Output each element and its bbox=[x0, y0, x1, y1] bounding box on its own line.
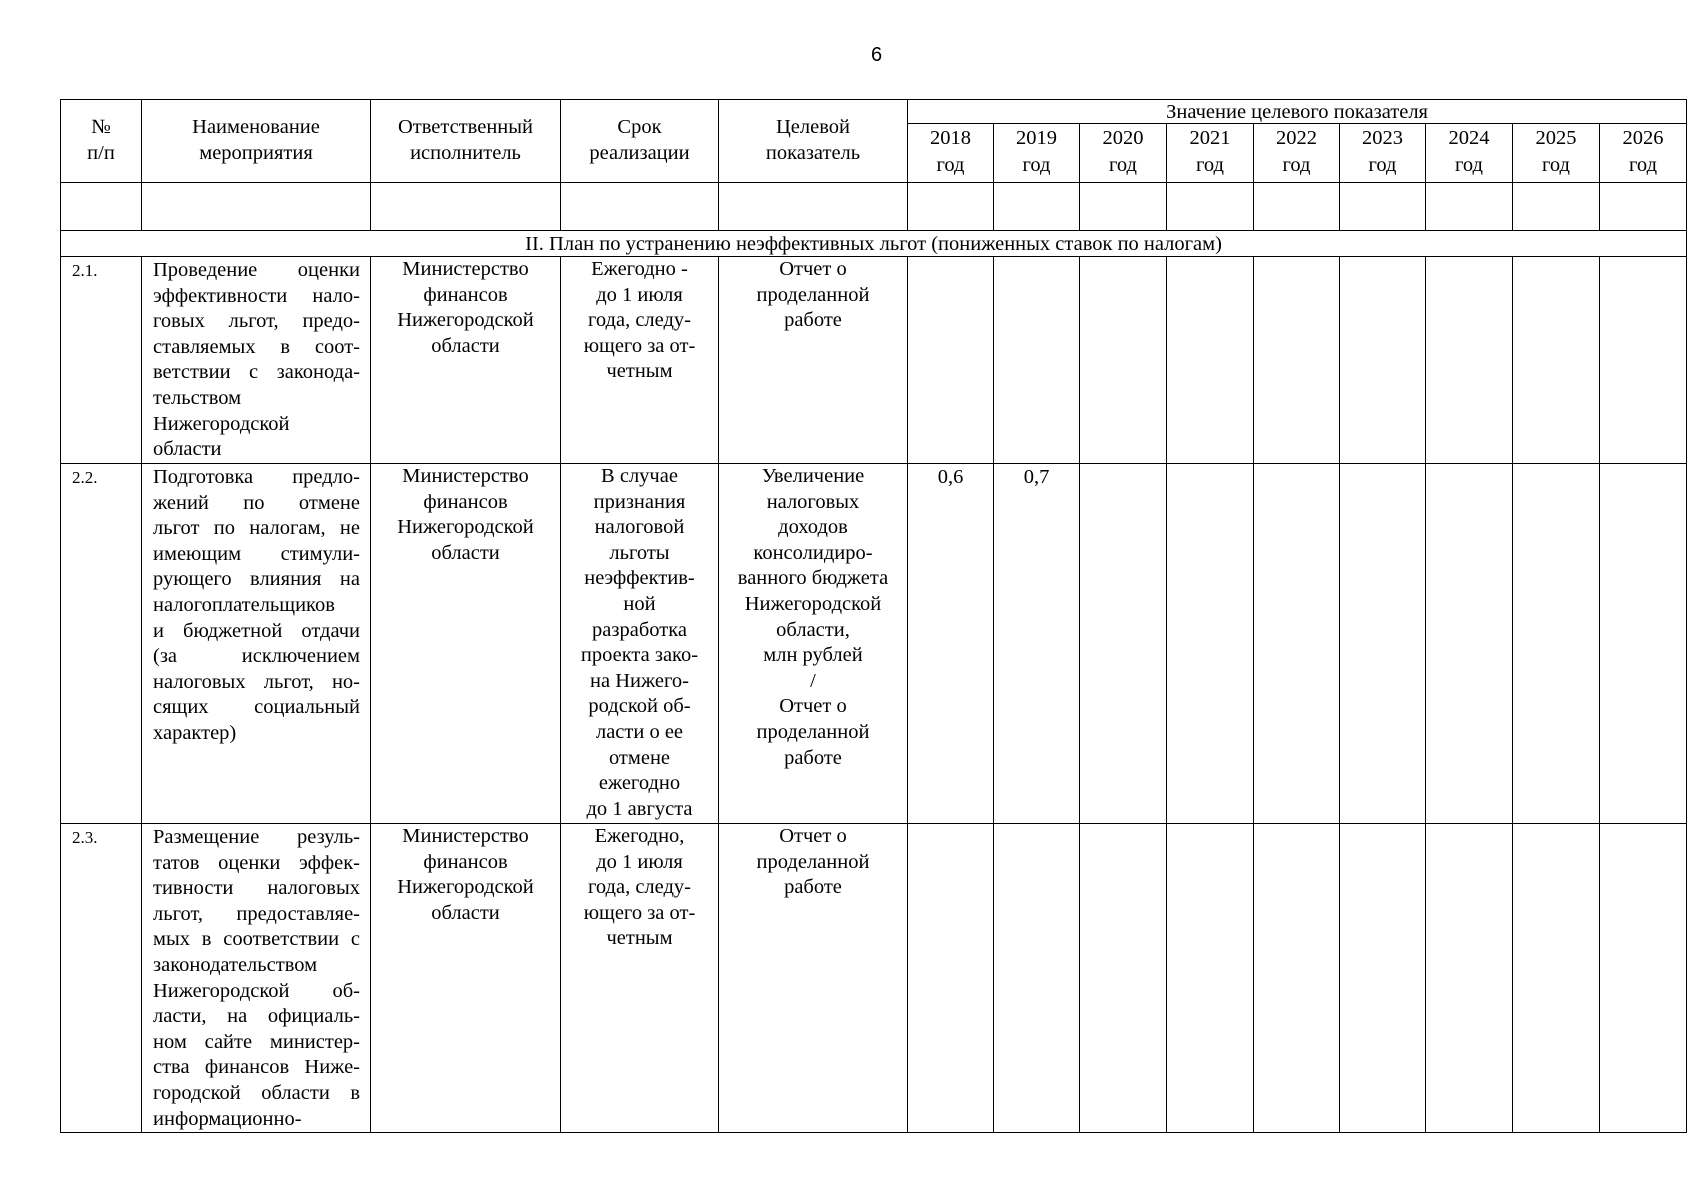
measure-name: Размещение резуль- татов оценки эффек- тивности налоговых льгот, предоставляе- мых в соответствии с законодательством Нижегородской об- ласти, на официаль- ном сайте министер- ства финансов Ниже- городской области в информационно- bbox=[142, 824, 371, 1133]
header-year: 2025 год bbox=[1513, 124, 1600, 183]
responsible-executor: Министерство финансов Нижегородской области bbox=[371, 824, 561, 1133]
header-year: 2026 год bbox=[1600, 124, 1687, 183]
header-indicator: Целевой показатель bbox=[719, 100, 908, 183]
year-value-2025 bbox=[1513, 464, 1600, 824]
header-year: 2021 год bbox=[1167, 124, 1254, 183]
header-num: № п/п bbox=[61, 100, 142, 183]
table-row bbox=[61, 464, 1687, 824]
year-value-2026 bbox=[1600, 824, 1687, 1133]
year-value-2019: 0,7 bbox=[994, 464, 1080, 824]
year-value-2024 bbox=[1426, 464, 1513, 824]
year-value-2021 bbox=[1167, 824, 1254, 1133]
year-value-2024 bbox=[1426, 824, 1513, 1133]
header-year: 2022 год bbox=[1254, 124, 1340, 183]
row-number: 2.2. bbox=[61, 464, 142, 824]
year-value-2025 bbox=[1513, 824, 1600, 1133]
year-value-2022 bbox=[1254, 257, 1340, 464]
year-value-2023 bbox=[1340, 257, 1426, 464]
year-value-2022 bbox=[1254, 824, 1340, 1133]
header-values-group: Значение целевого показателя bbox=[908, 100, 1687, 124]
year-value-2019 bbox=[994, 257, 1080, 464]
year-value-2026 bbox=[1600, 257, 1687, 464]
year-value-2024 bbox=[1426, 257, 1513, 464]
year-value-2018 bbox=[908, 257, 994, 464]
year-value-2020 bbox=[1080, 464, 1167, 824]
header-name: Наименование мероприятия bbox=[142, 100, 371, 183]
year-value-2020 bbox=[1080, 824, 1167, 1133]
responsible-executor: Министерство финансов Нижегородской области bbox=[371, 464, 561, 824]
year-value-2025 bbox=[1513, 257, 1600, 464]
row-number: 2.3. bbox=[61, 824, 142, 1133]
header-year: 2024 год bbox=[1426, 124, 1513, 183]
page-number: 6 bbox=[870, 44, 883, 66]
target-indicator: Отчет о проделанной работе bbox=[719, 257, 908, 464]
year-value-2023 bbox=[1340, 464, 1426, 824]
year-value-2020 bbox=[1080, 257, 1167, 464]
implementation-term: Ежегодно - до 1 июля года, следу- ющего за от- четным bbox=[561, 257, 719, 464]
empty-row bbox=[61, 183, 1687, 231]
year-value-2018: 0,6 bbox=[908, 464, 994, 824]
row-number: 2.1. bbox=[61, 257, 142, 464]
year-value-2021 bbox=[1167, 257, 1254, 464]
measure-name: Проведение оценки эффективности нало- говых льгот, предо- ставляемых в соот- ветствии с законода- тельством Нижегородской области bbox=[142, 257, 371, 464]
responsible-executor: Министерство финансов Нижегородской области bbox=[371, 257, 561, 464]
year-value-2018 bbox=[908, 824, 994, 1133]
header-year: 2020 год bbox=[1080, 124, 1167, 183]
year-value-2026 bbox=[1600, 464, 1687, 824]
table-row bbox=[61, 824, 1687, 1133]
header-year: 2023 год bbox=[1340, 124, 1426, 183]
implementation-term: Ежегодно, до 1 июля года, следу- ющего за от- четным bbox=[561, 824, 719, 1133]
header-year: 2019 год bbox=[994, 124, 1080, 183]
header-year: 2018 год bbox=[908, 124, 994, 183]
target-indicator: Отчет о проделанной работе bbox=[719, 824, 908, 1133]
year-value-2023 bbox=[1340, 824, 1426, 1133]
section-title: II. План по устранению неэффективных льгот (пониженных ставок по налогам) bbox=[61, 231, 1687, 257]
table-row bbox=[61, 257, 1687, 464]
measures-table bbox=[60, 99, 1687, 1133]
header-executor: Ответственный исполнитель bbox=[371, 100, 561, 183]
implementation-term: В случае признания налоговой льготы неэффектив- ной разработка проекта зако- на Нижего- родской об- ласти о ее отмене ежегодно до 1 августа bbox=[561, 464, 719, 824]
year-value-2019 bbox=[994, 824, 1080, 1133]
header-row-top bbox=[61, 100, 1687, 124]
measure-name: Подготовка предло- жений по отмене льгот по налогам, не имеющим стимули- рующего влияния на налогоплательщиков и бюджетной отдачи (за исключением налоговых льгот, но- сящих социальный характер) bbox=[142, 464, 371, 824]
section-row bbox=[61, 231, 1687, 257]
year-value-2021 bbox=[1167, 464, 1254, 824]
target-indicator: Увеличение налоговых доходов консолидиро- ванного бюджета Нижегородской области, млн рублей / Отчет о проделанной работе bbox=[719, 464, 908, 824]
header-term: Срок реализации bbox=[561, 100, 719, 183]
year-value-2022 bbox=[1254, 464, 1340, 824]
